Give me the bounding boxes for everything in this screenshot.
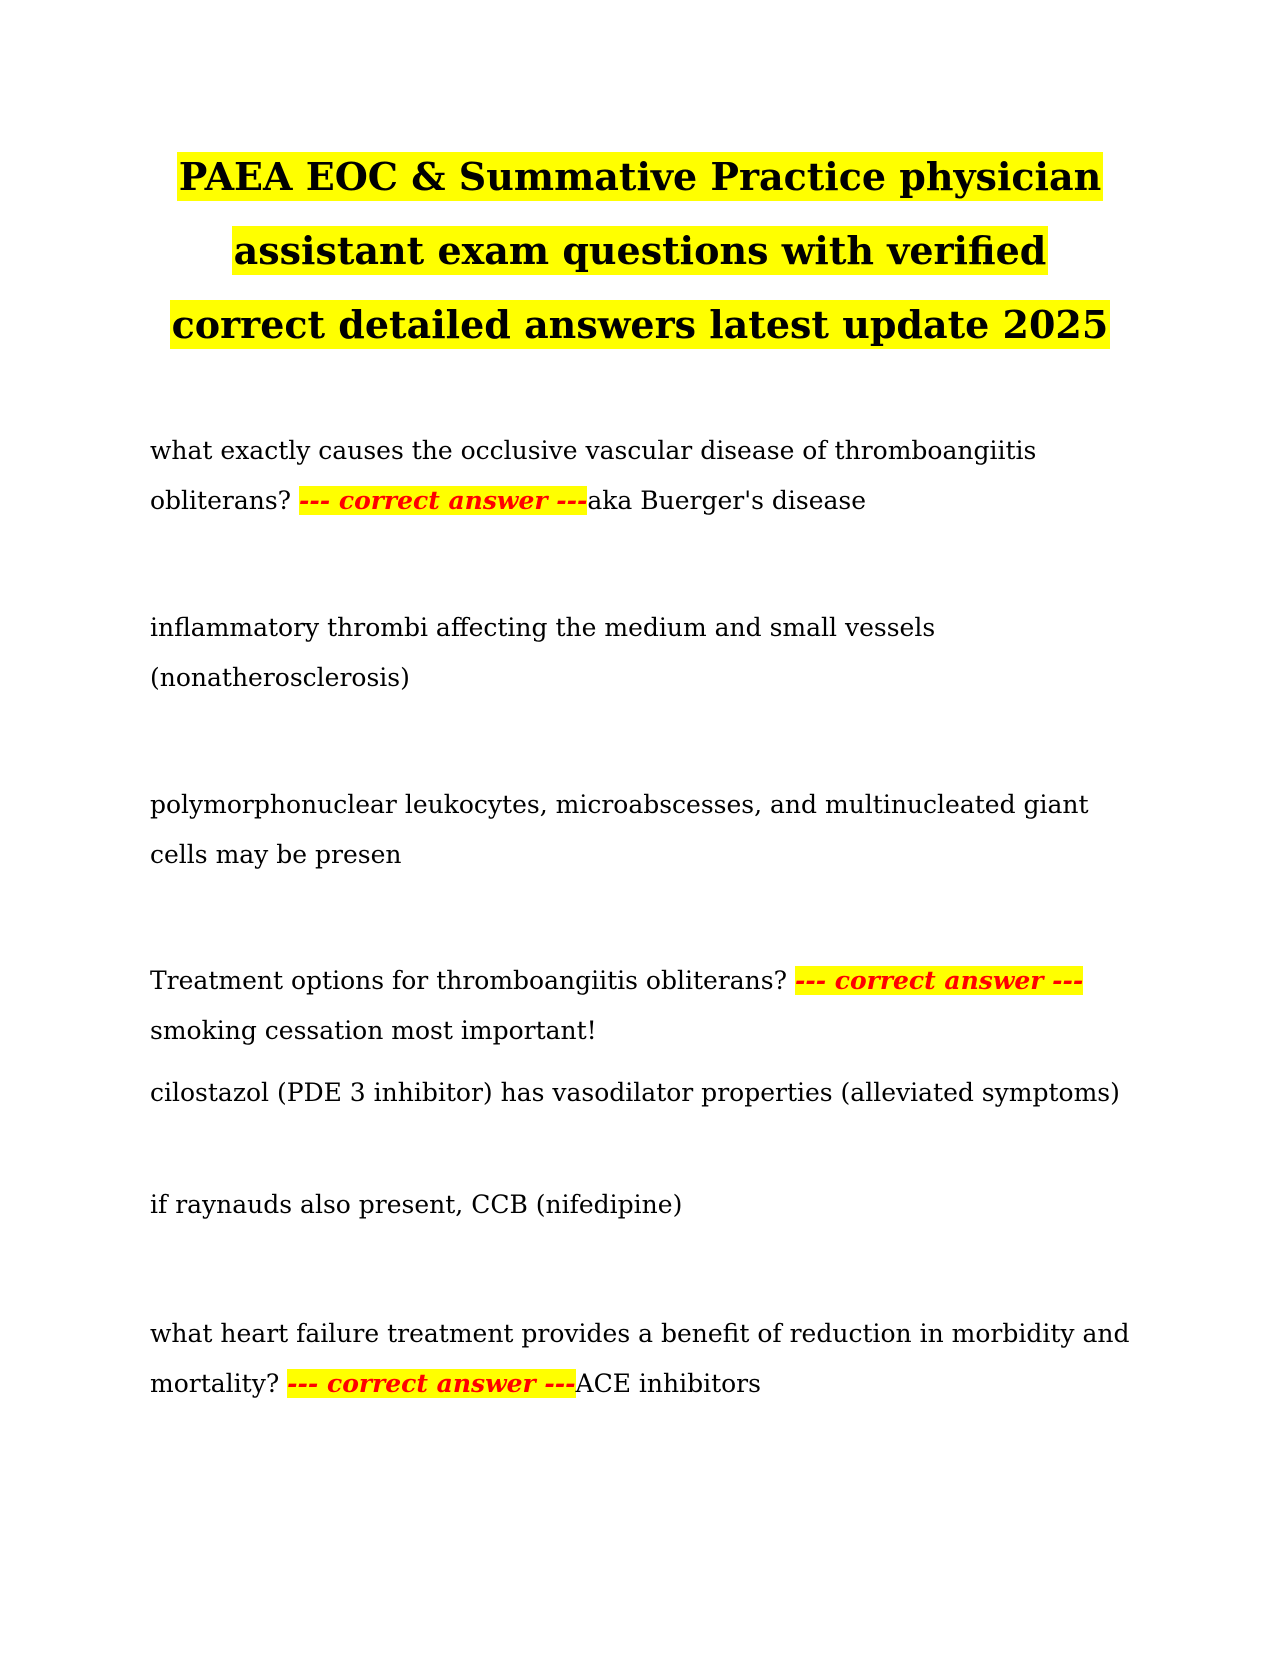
correct-answer-marker: --- correct answer --- [299,486,588,515]
qa-entry-2 [150,956,1130,1056]
question-text: what heart failure treatment provides a benefit of reduction in morbidity and mortality? [150,1319,1130,1398]
title-line-1: PAEA EOC & Summative Practice physician [178,154,1102,199]
title-line-3: correct detailed answers latest update 2025 [171,302,1109,347]
question-text: Treatment options for thromboangiitis obliterans? [150,966,795,995]
title-line-2: assistant exam questions with verified [233,228,1047,273]
answer-text: aka Buerger's disease [587,486,867,515]
paragraph-2: polymorphonuclear leukocytes, microabscesses, and multinucleated giant cells may be presen [150,790,1089,869]
paragraph-4: if raynauds also present, CCB (nifedipine) [150,1190,683,1219]
paragraph-1: inflammatory thrombi affecting the medium and small vessels (nonatherosclerosis) [150,613,936,692]
question-text: what exactly causes the occlusive vascular disease of thromboangiitis obliterans? [150,436,1037,515]
correct-answer-marker: --- correct answer --- [794,966,1084,995]
qa-entry-3 [150,1309,1130,1409]
paragraph-3: cilostazol (PDE 3 inhibitor) has vasodilator properties (alleviated symptoms) [150,1078,1120,1107]
answer-text: smoking cessation most important! [150,1016,597,1045]
document-title [140,140,1140,362]
correct-answer-marker: --- correct answer --- [287,1369,576,1398]
answer-text: ACE inhibitors [575,1369,761,1398]
qa-entry-1 [150,426,1130,526]
